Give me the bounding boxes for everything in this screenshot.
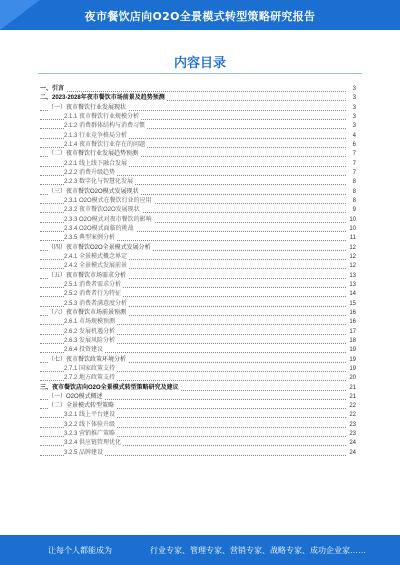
toc-entry[interactable] bbox=[40, 132, 356, 141]
toc-entry-page: 19 bbox=[347, 346, 356, 355]
toc-entry-label: 2.4.2 全景模式发展前景 bbox=[64, 262, 129, 271]
toc-entry[interactable] bbox=[40, 253, 356, 262]
toc-entry-page: 23 bbox=[347, 430, 356, 439]
toc-entry[interactable] bbox=[40, 244, 356, 253]
toc-entry-page: 9 bbox=[351, 206, 356, 215]
toc-entry-page: 19 bbox=[347, 365, 356, 374]
toc-entry-page: 22 bbox=[347, 411, 356, 420]
toc-entry-label: 2.6.4 投资建议 bbox=[64, 346, 105, 355]
toc-entry[interactable] bbox=[40, 384, 356, 393]
toc-entry-page: 11 bbox=[348, 234, 356, 243]
toc-entry[interactable] bbox=[40, 290, 356, 299]
header-bar bbox=[0, 0, 400, 30]
toc-entry-page: 8 bbox=[351, 188, 356, 197]
toc-entry[interactable] bbox=[40, 281, 356, 290]
toc-entry-page: 24 bbox=[347, 439, 356, 448]
toc-entry[interactable] bbox=[40, 365, 356, 374]
toc-entry-label: 2.2.2 消费升级趋势 bbox=[64, 169, 117, 178]
toc-entry-page: 8 bbox=[351, 197, 356, 206]
toc-entry[interactable] bbox=[40, 318, 356, 327]
toc-entry-page: 22 bbox=[347, 402, 356, 411]
toc-entry-page: 10 bbox=[347, 225, 356, 234]
toc-entry[interactable] bbox=[40, 188, 356, 197]
toc-entry-label: 3.2.1 线上平台建设 bbox=[64, 411, 117, 420]
toc-entry-label: 2.6.1 市场规模预测 bbox=[64, 318, 117, 327]
toc-entry[interactable] bbox=[40, 346, 356, 355]
toc-entry[interactable] bbox=[40, 439, 356, 448]
toc-entry-page: 3 bbox=[351, 94, 356, 103]
toc-entry-label: 三、夜市餐饮店向O2O全景模式转型策略研究及建议 bbox=[40, 384, 181, 393]
toc-entry-page: 3 bbox=[351, 85, 356, 94]
toc-entry-page: 16 bbox=[347, 318, 356, 327]
toc-entry-label: （七）夜市餐饮政策环境分析 bbox=[48, 356, 128, 365]
toc-divider bbox=[38, 73, 362, 74]
toc-entry[interactable] bbox=[40, 113, 356, 122]
toc-entry[interactable] bbox=[40, 411, 356, 420]
toc-entry-page: 6 bbox=[351, 141, 356, 150]
toc-entry-page: 13 bbox=[347, 272, 356, 281]
toc-entry-label: 2.6.2 发展机遇分析 bbox=[64, 328, 117, 337]
toc-entry[interactable] bbox=[40, 262, 356, 271]
toc-entry[interactable] bbox=[40, 160, 356, 169]
toc-entry-label: 2.5.1 消费者需求分析 bbox=[64, 281, 123, 290]
toc-entry-label: 2.7.1 国家政策支持 bbox=[64, 365, 117, 374]
toc-entry-label: （二）夜市餐饮行业发展趋势预测 bbox=[48, 150, 140, 159]
toc-entry[interactable] bbox=[40, 150, 356, 159]
toc-entry[interactable] bbox=[40, 104, 356, 113]
toc-entry[interactable] bbox=[40, 393, 356, 402]
footer-slogan: 让每个人都能成为 bbox=[48, 546, 112, 555]
toc-entry-page: 15 bbox=[347, 300, 356, 309]
toc-entry[interactable] bbox=[40, 234, 356, 243]
toc-entry[interactable] bbox=[40, 169, 356, 178]
toc-entry-label: 一、引言 bbox=[40, 85, 66, 94]
toc-entry-page: 7 bbox=[351, 150, 356, 159]
toc-entry-label: （五）夜市餐饮市场需求分析 bbox=[48, 272, 128, 281]
toc-leader-dots bbox=[40, 91, 346, 92]
toc-entry-label: 2.3.4 O2O模式面临的挑战 bbox=[64, 225, 136, 234]
toc-entry-page: 20 bbox=[347, 374, 356, 383]
toc-entry-page: 24 bbox=[347, 449, 356, 458]
toc-entry-label: 2.3.1 O2O模式在餐饮行业的应用 bbox=[64, 197, 154, 206]
toc-entry-label: 3.2.3 营销推广策略 bbox=[64, 430, 117, 439]
toc-entry-page: 14 bbox=[347, 290, 356, 299]
toc-entry-page: 8 bbox=[351, 178, 356, 187]
toc-entry[interactable] bbox=[40, 141, 356, 150]
toc-entry-page: 18 bbox=[347, 337, 356, 346]
toc-entry[interactable] bbox=[40, 430, 356, 439]
toc-entry-label: （六）夜市餐饮市场前景预测 bbox=[48, 309, 128, 318]
toc-entry[interactable] bbox=[40, 85, 356, 94]
toc-entry-page: 4 bbox=[351, 132, 356, 141]
footer-bar bbox=[0, 535, 400, 565]
toc-entry-label: （三）夜市餐饮O2O模式发展现状 bbox=[48, 188, 141, 197]
toc-entry-label: 2.6.3 发展风险分析 bbox=[64, 337, 117, 346]
toc-entry[interactable] bbox=[40, 337, 356, 346]
toc-entry[interactable] bbox=[40, 272, 356, 281]
toc-entry-label: 2.1.1 夜市餐饮行业规模分析 bbox=[64, 113, 141, 122]
toc-entry-page: 19 bbox=[347, 356, 356, 365]
toc-entry-label: 2.4.1 全景模式概念界定 bbox=[64, 253, 129, 262]
toc-entry[interactable] bbox=[40, 356, 356, 365]
toc-entry-page: 23 bbox=[347, 421, 356, 430]
toc-entry-label: 2.3.3 O2O模式对夜市餐饮的影响 bbox=[64, 216, 154, 225]
toc-entry[interactable] bbox=[40, 402, 356, 411]
toc-entry-page: 21 bbox=[347, 393, 356, 402]
toc-entry[interactable] bbox=[40, 449, 356, 458]
toc-entry-page: 10 bbox=[347, 216, 356, 225]
toc-entry[interactable] bbox=[40, 225, 356, 234]
toc-entry-label: 3.2.2 线下体验升级 bbox=[64, 421, 117, 430]
toc-entry[interactable] bbox=[40, 374, 356, 383]
toc-entry-label: 3.2.5 品牌建设 bbox=[64, 449, 105, 458]
toc-entry[interactable] bbox=[40, 216, 356, 225]
toc-entry-label: （一）夜市餐饮行业发展现状 bbox=[48, 104, 128, 113]
toc-entry-label: （二）全景模式转型策略 bbox=[48, 402, 116, 411]
toc-entry[interactable] bbox=[40, 328, 356, 337]
toc-entry[interactable] bbox=[40, 206, 356, 215]
toc-entry-page: 13 bbox=[347, 281, 356, 290]
toc-entry-label: 2.3.5 典型案例分析 bbox=[64, 234, 117, 243]
toc-entry-page: 12 bbox=[347, 253, 356, 262]
toc-entry[interactable] bbox=[40, 94, 356, 103]
toc-entry-page: 3 bbox=[351, 104, 356, 113]
toc-entry[interactable] bbox=[40, 178, 356, 187]
toc-entry-page: 16 bbox=[347, 309, 356, 318]
toc-entry-label: 3.2.4 供应链管理优化 bbox=[64, 439, 123, 448]
toc-entry-label: （四）夜市餐饮O2O全景模式发展分析 bbox=[48, 244, 153, 253]
toc-entry-label: （一）O2O模式概述 bbox=[48, 393, 105, 402]
toc-entry-label: 2.5.2 消费者行为特征 bbox=[64, 290, 123, 299]
toc-entry-page: 3 bbox=[351, 113, 356, 122]
toc-entry-label: 2.1.2 消费群体结构与消费习惯 bbox=[64, 122, 147, 131]
footer-roles: 行业专家、管理专家、营销专家、战略专家、成功企业家…… bbox=[150, 546, 366, 555]
toc-entry[interactable] bbox=[40, 300, 356, 309]
toc-entry[interactable] bbox=[40, 421, 356, 430]
toc-entry-label: 2.1.4 夜市餐饮行业存在的问题 bbox=[64, 141, 147, 150]
toc-entry-label: 2.5.3 消费者满意度分析 bbox=[64, 300, 129, 309]
report-title: 夜市餐饮店向O2O全景模式转型策略研究报告 bbox=[84, 10, 316, 23]
toc-entry-label: 2.3.2 夜市餐饮O2O发展现状 bbox=[64, 206, 142, 215]
toc-entry-page: 7 bbox=[351, 160, 356, 169]
table-of-contents bbox=[40, 85, 356, 458]
toc-title: 内容目录 bbox=[173, 56, 226, 71]
toc-entry-page: 3 bbox=[351, 122, 356, 131]
toc-entry-label: 二、2023-2028年夜市餐饮市场前景及趋势预测 bbox=[40, 94, 167, 103]
toc-entry-label: 2.7.2 地方政策支持 bbox=[64, 374, 117, 383]
toc-entry-label: 2.1.3 行业竞争格局分析 bbox=[64, 132, 129, 141]
toc-entry-page: 7 bbox=[351, 169, 356, 178]
toc-entry[interactable] bbox=[40, 309, 356, 318]
toc-entry-label: 2.2.1 线上线下融合发展 bbox=[64, 160, 129, 169]
toc-entry-page: 12 bbox=[347, 262, 356, 271]
toc-entry-label: 2.2.3 数字化与智慧化发展 bbox=[64, 178, 135, 187]
toc-entry-page: 12 bbox=[347, 244, 356, 253]
toc-entry[interactable] bbox=[40, 122, 356, 131]
toc-entry-page: 21 bbox=[347, 384, 356, 393]
toc-entry-page: 17 bbox=[347, 328, 356, 337]
toc-entry[interactable] bbox=[40, 197, 356, 206]
